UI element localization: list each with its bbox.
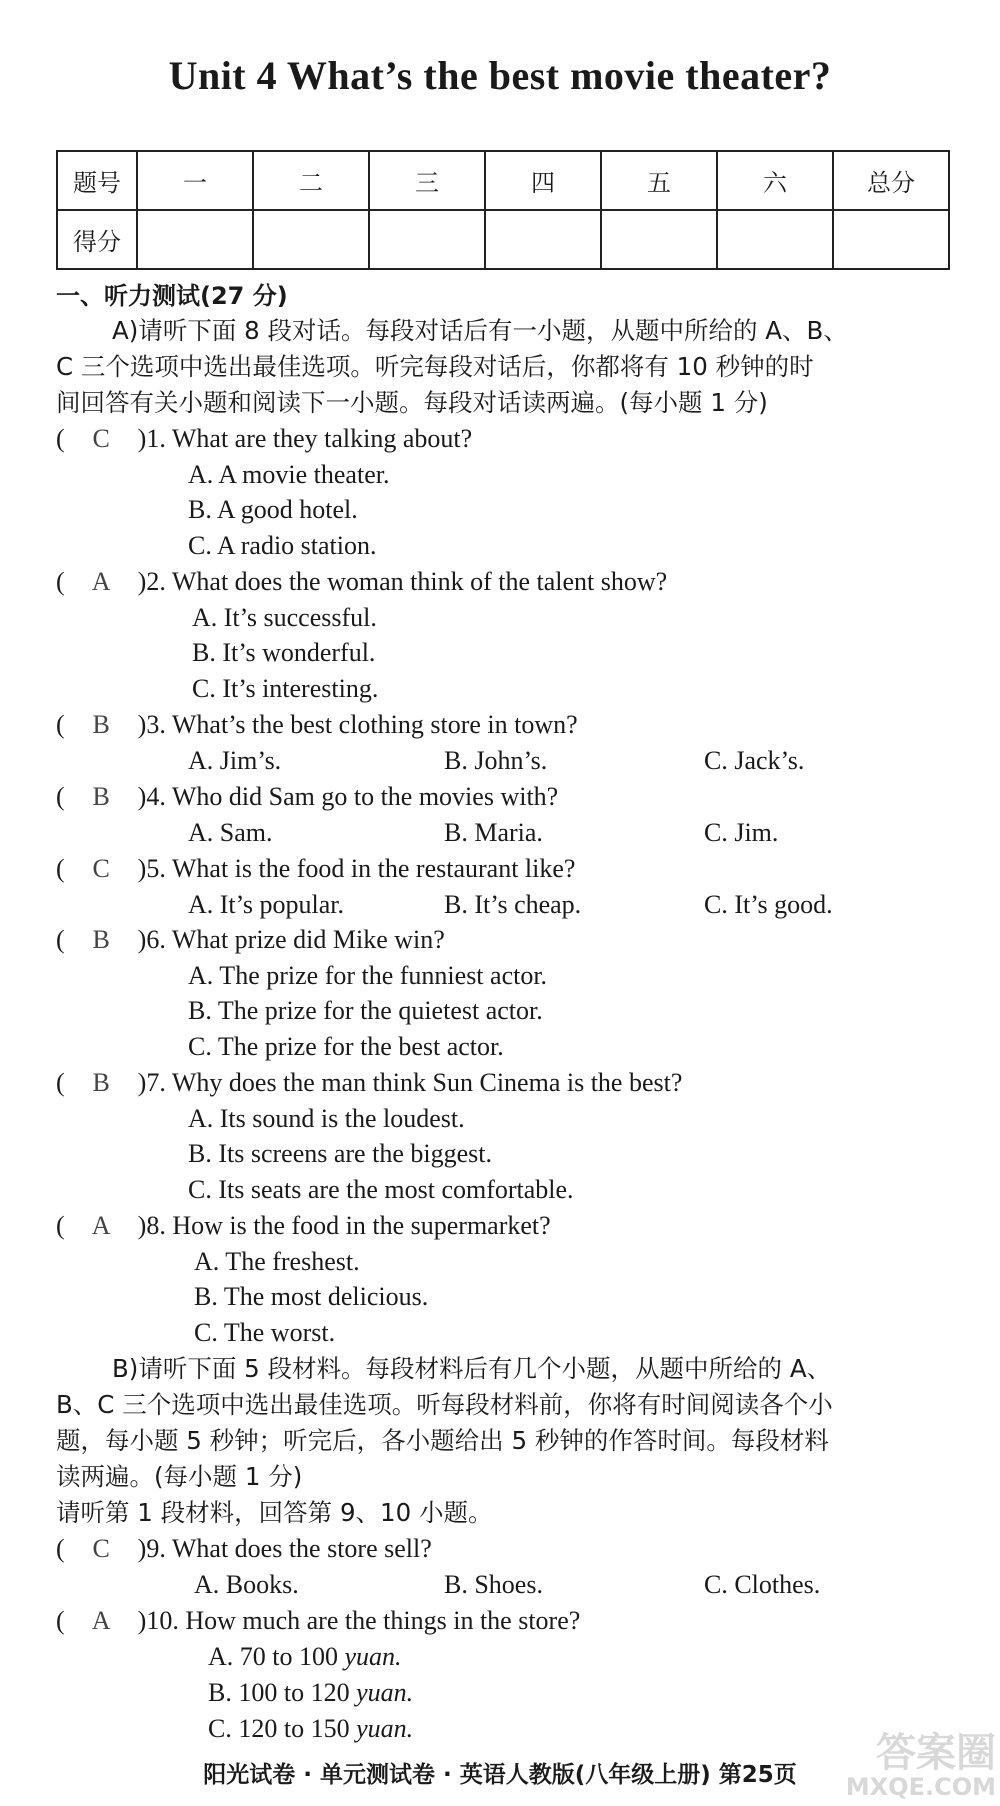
score-table-cell: 四 bbox=[485, 151, 601, 210]
question-9: ( C )9. What does the store sell? bbox=[56, 1531, 432, 1567]
score-table-cell: 五 bbox=[601, 151, 717, 210]
question-text: )3. What’s the best clothing store in town? bbox=[137, 710, 578, 739]
answer-mark: C bbox=[92, 854, 110, 883]
instruction-line: 读两遍。(每小题 1 分) bbox=[56, 1462, 303, 1491]
option: B. Shoes. bbox=[444, 1570, 543, 1599]
question-text: )1. What are they talking about? bbox=[137, 424, 473, 453]
question-2: ( A )2. What does the woman think of the talent show? bbox=[56, 564, 667, 600]
option: B. The prize for the quietest actor. bbox=[188, 996, 543, 1025]
option-unit: yuan. bbox=[356, 1714, 414, 1743]
instruction-line: B)请听下面 5 段材料。每段材料后有几个小题，从题中所给的 A、 bbox=[112, 1354, 832, 1383]
score-input-cell[interactable] bbox=[717, 210, 833, 269]
question-text: )2. What does the woman think of the talent show? bbox=[137, 567, 668, 596]
material-instruction: 请听第 1 段材料，回答第 9、10 小题。 bbox=[56, 1498, 493, 1527]
score-table bbox=[56, 150, 950, 270]
page-title: Unit 4 What’s the best movie theater? bbox=[168, 53, 832, 98]
option: C. It’s interesting. bbox=[192, 674, 379, 703]
score-table-score-row bbox=[57, 210, 949, 269]
option bbox=[208, 1639, 402, 1675]
option: C. Jack’s. bbox=[704, 746, 805, 775]
score-input-cell[interactable] bbox=[485, 210, 601, 269]
score-label: 得分 bbox=[57, 210, 137, 269]
answer-mark: B bbox=[92, 710, 110, 739]
option: C. Its seats are the most comfortable. bbox=[188, 1175, 574, 1204]
option: A. It’s popular. bbox=[188, 890, 344, 919]
answer-mark: B bbox=[92, 782, 110, 811]
score-table-header-row bbox=[57, 151, 949, 210]
question-10: ( A )10. How much are the things in the store? bbox=[56, 1603, 580, 1639]
question-text: )10. How much are the things in the store? bbox=[137, 1606, 581, 1635]
answer-mark: A bbox=[91, 567, 111, 596]
question-5: ( C )5. What is the food in the restaurant like? bbox=[56, 851, 575, 887]
option: C. The worst. bbox=[194, 1318, 336, 1347]
instruction-line: 题，每小题 5 秒钟；听完后，各小题给出 5 秒钟的作答时间。每段材料 bbox=[56, 1426, 829, 1455]
section-heading: 一、听力测试(27 分) bbox=[56, 282, 288, 310]
score-input-cell[interactable] bbox=[601, 210, 717, 269]
option-unit: yuan. bbox=[356, 1678, 414, 1707]
option: A. A movie theater. bbox=[188, 460, 390, 489]
option bbox=[208, 1711, 413, 1747]
instruction-line: A)请听下面 8 段对话。每段对话后有一小题，从题中所给的 A、B、 bbox=[112, 316, 848, 345]
answer-mark: A bbox=[91, 1211, 111, 1240]
question-8: ( A )8. How is the food in the supermarket? bbox=[56, 1208, 551, 1244]
instruction-line: 间回答有关小题和阅读下一小题。每段对话读两遍。(每小题 1 分) bbox=[56, 388, 768, 417]
watermark-text: 答案圈 bbox=[876, 1730, 996, 1776]
option: C. The prize for the best actor. bbox=[188, 1032, 504, 1061]
answer-mark: C bbox=[92, 1534, 110, 1563]
option: B. It’s wonderful. bbox=[192, 638, 376, 667]
answer-mark: B bbox=[92, 925, 110, 954]
question-text: )9. What does the store sell? bbox=[137, 1534, 432, 1563]
question-1: ( C )1. What are they talking about? bbox=[56, 421, 472, 457]
page-footer: 阳光试卷 · 单元测试卷 · 英语人教版(八年级上册) 第25页 bbox=[203, 1762, 797, 1788]
option-text: B. 100 to 120 bbox=[208, 1678, 350, 1707]
option: B. A good hotel. bbox=[188, 495, 358, 524]
answer-mark: A bbox=[91, 1606, 111, 1635]
option: B. The most delicious. bbox=[194, 1282, 429, 1311]
score-input-cell[interactable] bbox=[369, 210, 485, 269]
option: B. Its screens are the biggest. bbox=[188, 1139, 492, 1168]
score-table-cell: 二 bbox=[253, 151, 369, 210]
question-text: )6. What prize did Mike win? bbox=[137, 925, 445, 954]
option: A. The prize for the funniest actor. bbox=[188, 961, 548, 990]
question-4: ( B )4. Who did Sam go to the movies with? bbox=[56, 779, 558, 815]
option: A. Its sound is the loudest. bbox=[188, 1104, 465, 1133]
score-table-cell: 三 bbox=[369, 151, 485, 210]
score-table-cell: 总分 bbox=[833, 151, 949, 210]
watermark-url: MXQE.COM bbox=[845, 1773, 996, 1801]
score-input-cell[interactable] bbox=[137, 210, 253, 269]
score-table-cell: 题号 bbox=[57, 151, 137, 210]
option-text: A. 70 to 100 bbox=[208, 1642, 338, 1671]
instruction-line: B、C 三个选项中选出最佳选项。听每段材料前，你将有时间阅读各个小 bbox=[56, 1390, 833, 1419]
option: C. Clothes. bbox=[704, 1570, 821, 1599]
score-input-cell[interactable] bbox=[833, 210, 949, 269]
answer-mark: C bbox=[92, 424, 110, 453]
question-3: ( B )3. What’s the best clothing store in town? bbox=[56, 707, 578, 743]
option-text: C. 120 to 150 bbox=[208, 1714, 350, 1743]
answer-mark: B bbox=[92, 1068, 110, 1097]
option: B. Maria. bbox=[444, 818, 543, 847]
option: A. It’s successful. bbox=[192, 603, 377, 632]
score-table-cell: 一 bbox=[137, 151, 253, 210]
option: C. Jim. bbox=[704, 818, 779, 847]
question-text: )8. How is the food in the supermarket? bbox=[137, 1211, 551, 1240]
score-input-cell[interactable] bbox=[253, 210, 369, 269]
option: A. Jim’s. bbox=[188, 746, 282, 775]
question-6: ( B )6. What prize did Mike win? bbox=[56, 922, 445, 958]
option: A. The freshest. bbox=[194, 1247, 360, 1276]
option: B. John’s. bbox=[444, 746, 548, 775]
option: C. It’s good. bbox=[704, 890, 833, 919]
score-table-cell: 六 bbox=[717, 151, 833, 210]
option: B. It’s cheap. bbox=[444, 890, 582, 919]
option: A. Sam. bbox=[188, 818, 273, 847]
question-text: )5. What is the food in the restaurant like? bbox=[137, 854, 576, 883]
option: C. A radio station. bbox=[188, 531, 377, 560]
option: A. Books. bbox=[194, 1570, 299, 1599]
instruction-line: C 三个选项中选出最佳选项。听完每段对话后，你都将有 10 秒钟的时 bbox=[56, 352, 814, 381]
option-unit: yuan. bbox=[344, 1642, 402, 1671]
option bbox=[208, 1675, 413, 1711]
question-text: )4. Who did Sam go to the movies with? bbox=[137, 782, 559, 811]
watermark-logo bbox=[846, 1732, 996, 1800]
question-7: ( B )7. Why does the man think Sun Cinema is the best? bbox=[56, 1065, 682, 1101]
question-text: )7. Why does the man think Sun Cinema is the best? bbox=[137, 1068, 683, 1097]
